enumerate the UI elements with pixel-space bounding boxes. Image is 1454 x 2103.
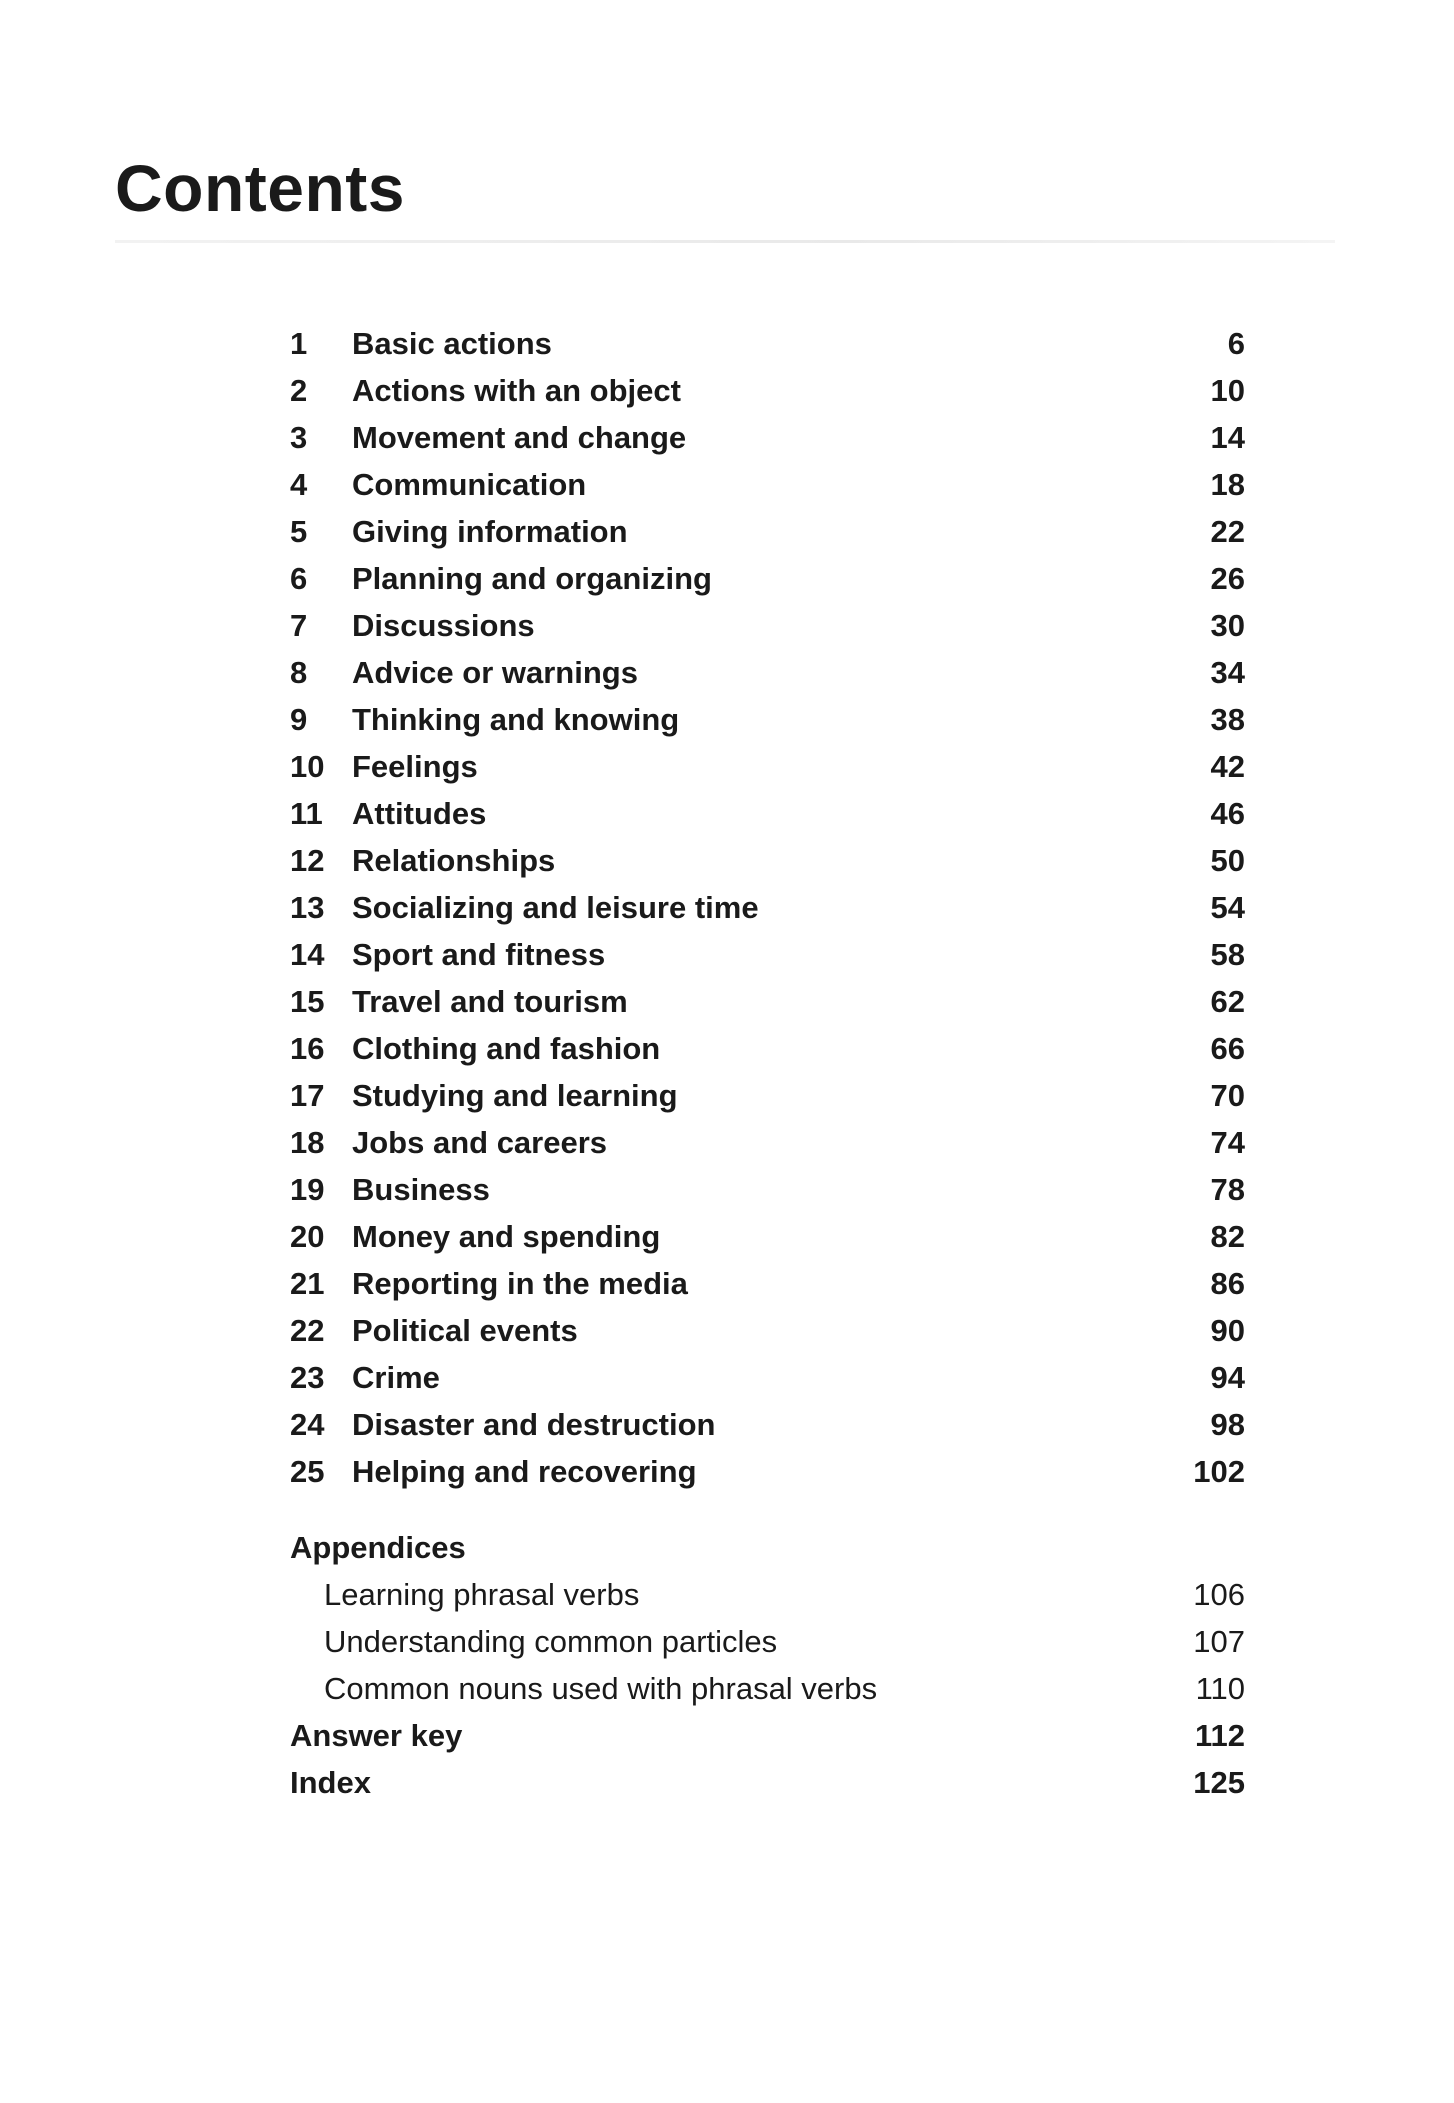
toc-entry-number: 21	[290, 1266, 325, 1301]
toc-entry-page: 62	[1210, 984, 1245, 1019]
toc-entry-page: 14	[1210, 420, 1245, 455]
toc-entry[interactable]	[290, 1213, 1245, 1260]
appendix-entry-title: Common nouns used with phrasal verbs	[324, 1671, 878, 1706]
toc-entry-page: 22	[1210, 514, 1245, 549]
toc-entry[interactable]	[290, 837, 1245, 884]
toc-entry-title: Basic actions	[352, 326, 552, 361]
toc-entry-number: 2	[290, 373, 308, 408]
toc-entry[interactable]	[290, 790, 1245, 837]
toc-entry-title: Studying and learning	[352, 1078, 678, 1113]
toc-entry-page: 34	[1210, 655, 1245, 690]
toc-entry-page: 18	[1210, 467, 1245, 502]
toc-entry[interactable]	[290, 320, 1245, 367]
toc-entry-number: 16	[290, 1031, 325, 1066]
toc-entry-page: 82	[1210, 1219, 1245, 1254]
toc-entry-number: 8	[290, 655, 308, 690]
toc-entry-title: Political events	[352, 1313, 578, 1348]
toc-entry-title: Sport and fitness	[352, 937, 606, 972]
index-entry[interactable]	[290, 1759, 1245, 1806]
toc-entry[interactable]	[290, 1307, 1245, 1354]
toc-entry-number: 13	[290, 890, 325, 925]
toc-entry-page: 26	[1210, 561, 1245, 596]
toc-entry-title: Attitudes	[352, 796, 487, 831]
toc-entry-title: Giving information	[352, 514, 628, 549]
toc-entry-number: 20	[290, 1219, 325, 1254]
toc-entry[interactable]	[290, 1119, 1245, 1166]
toc-entry-page: 74	[1210, 1125, 1245, 1160]
page-title: Contents	[115, 151, 405, 225]
toc-entry-title: Actions with an object	[352, 373, 681, 408]
toc-entry-number: 18	[290, 1125, 325, 1160]
appendix-entry-page: 110	[1195, 1671, 1245, 1706]
toc-entry[interactable]	[290, 602, 1245, 649]
toc-entry-page: 98	[1210, 1407, 1245, 1442]
appendix-entry-page: 106	[1193, 1577, 1245, 1612]
toc-entry-page: 38	[1210, 702, 1245, 737]
toc-entry[interactable]	[290, 1354, 1245, 1401]
toc-entry-number: 7	[290, 608, 308, 643]
appendices-section	[290, 1524, 1245, 1806]
toc-entry-number: 6	[290, 561, 308, 596]
toc-entry-page: 58	[1210, 937, 1245, 972]
toc-entry[interactable]	[290, 1448, 1245, 1495]
toc-entry-page: 42	[1210, 749, 1245, 784]
toc-entry-title: Discussions	[352, 608, 535, 643]
answer-key-page: 112	[1194, 1718, 1245, 1753]
toc-entry-page: 102	[1193, 1454, 1245, 1489]
appendix-entry-page: 107	[1193, 1624, 1245, 1659]
appendix-entry-title: Understanding common particles	[324, 1624, 778, 1659]
toc-entry-number: 25	[290, 1454, 325, 1489]
toc-entry-page: 54	[1210, 890, 1245, 925]
toc-entry-page: 90	[1210, 1313, 1245, 1348]
toc-entry[interactable]	[290, 1072, 1245, 1119]
toc-entry-number: 23	[290, 1360, 325, 1395]
toc-entry-number: 22	[290, 1313, 325, 1348]
toc-entry[interactable]	[290, 696, 1245, 743]
toc-entry-page: 46	[1210, 796, 1245, 831]
answer-key-title: Answer key	[290, 1718, 463, 1753]
toc-entry[interactable]	[290, 884, 1245, 931]
toc-entry[interactable]	[290, 1260, 1245, 1307]
toc-entry-page: 94	[1210, 1360, 1245, 1395]
toc-entry-number: 17	[290, 1078, 325, 1113]
toc-entry-number: 3	[290, 420, 308, 455]
toc-entry-number: 12	[290, 843, 325, 878]
appendices-heading: Appendices	[290, 1530, 466, 1565]
toc-entry-page: 30	[1210, 608, 1245, 643]
toc-entry-title: Travel and tourism	[352, 984, 628, 1019]
index-page: 125	[1193, 1765, 1245, 1800]
toc-entry-page: 6	[1227, 326, 1245, 361]
toc-entry-number: 4	[290, 467, 308, 502]
toc-entry-title: Feelings	[352, 749, 478, 784]
toc-entry-page: 86	[1210, 1266, 1245, 1301]
toc-entry-page: 66	[1210, 1031, 1245, 1066]
toc-entry-title: Money and spending	[352, 1219, 661, 1254]
toc-entry[interactable]	[290, 1401, 1245, 1448]
toc-entry[interactable]	[290, 743, 1245, 790]
toc-entry-title: Disaster and destruction	[352, 1407, 716, 1442]
toc-entry-title: Communication	[352, 467, 587, 502]
appendix-entry[interactable]	[290, 1665, 1245, 1712]
toc-entry-number: 19	[290, 1172, 325, 1207]
toc-entry-page: 50	[1210, 843, 1245, 878]
toc-entry[interactable]	[290, 461, 1245, 508]
toc-list	[290, 320, 1245, 1495]
appendix-entry-title: Learning phrasal verbs	[324, 1577, 640, 1612]
toc-entry-page: 70	[1210, 1078, 1245, 1113]
toc-entry-title: Helping and recovering	[352, 1454, 697, 1489]
title-divider	[115, 240, 1335, 243]
toc-entry-title: Movement and change	[352, 420, 687, 455]
toc-entry-number: 15	[290, 984, 325, 1019]
toc-entry[interactable]	[290, 1025, 1245, 1072]
toc-entry-number: 11	[290, 796, 323, 831]
toc-entry-page: 78	[1210, 1172, 1245, 1207]
toc-entry[interactable]	[290, 978, 1245, 1025]
toc-entry-number: 9	[290, 702, 308, 737]
appendix-entry[interactable]	[290, 1618, 1245, 1665]
toc-entry-number: 14	[290, 937, 325, 972]
toc-entry[interactable]	[290, 1166, 1245, 1213]
toc-entry[interactable]	[290, 555, 1245, 602]
toc-entry[interactable]	[290, 508, 1245, 555]
toc-entry-title: Business	[352, 1172, 490, 1207]
toc-entry-number: 1	[290, 326, 308, 361]
toc-entry-title: Reporting in the media	[352, 1266, 688, 1301]
toc-entry[interactable]	[290, 649, 1245, 696]
toc-entry-title: Clothing and fashion	[352, 1031, 661, 1066]
toc-entry-number: 10	[290, 749, 325, 784]
toc-entry-title: Thinking and knowing	[352, 702, 680, 737]
appendix-entry[interactable]	[290, 1571, 1245, 1618]
toc-entry-page: 10	[1210, 373, 1245, 408]
toc-entry[interactable]	[290, 414, 1245, 461]
toc-entry[interactable]	[290, 367, 1245, 414]
toc-entry-title: Advice or warnings	[352, 655, 638, 690]
toc-entry-title: Planning and organizing	[352, 561, 712, 596]
toc-entry-title: Crime	[352, 1360, 440, 1395]
toc-entry[interactable]	[290, 931, 1245, 978]
toc-entry-number: 5	[290, 514, 308, 549]
toc-entry-title: Socializing and leisure time	[352, 890, 759, 925]
toc-entry-title: Relationships	[352, 843, 556, 878]
answer-key-entry[interactable]	[290, 1712, 1245, 1759]
toc-entry-title: Jobs and careers	[352, 1125, 608, 1160]
toc-entry-number: 24	[290, 1407, 325, 1442]
index-title: Index	[290, 1765, 371, 1800]
